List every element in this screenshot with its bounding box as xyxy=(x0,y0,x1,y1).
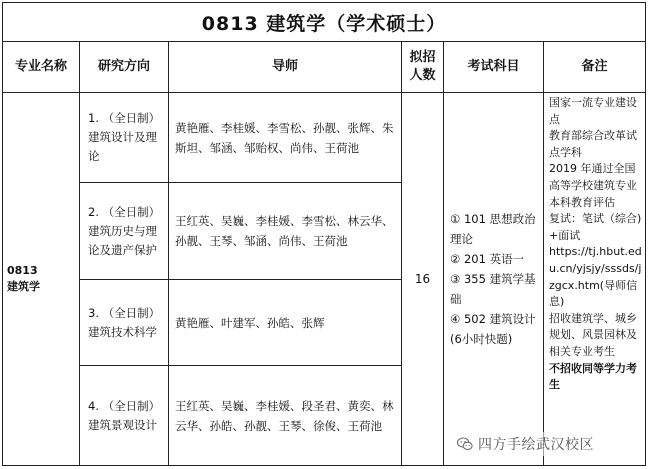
exam-item: ④ 502 建筑设计(6小时快题) xyxy=(450,312,536,346)
tutor-cell-4: 王红英、吴巍、李桂媛、段圣君、黄奕、林云华、孙皓、孙靓、王琴、徐俊、王荷池 xyxy=(169,366,402,466)
note-line-bold: 不招收同等学力考生 xyxy=(549,361,637,392)
exam-item: ② 201 英语一 xyxy=(450,252,525,266)
table-title: 0813 建筑学（学术硕士） xyxy=(3,3,646,42)
direction-cell-3: 3. （全日制）建筑技术科学 xyxy=(80,280,169,366)
program-table xyxy=(2,2,646,466)
note-line: 教育部综合改革试点学科 xyxy=(549,129,637,159)
header-exam: 考试科目 xyxy=(444,42,544,93)
note-cell xyxy=(544,93,646,466)
header-major: 专业名称 xyxy=(3,42,80,93)
quota-cell: 16 xyxy=(402,93,444,466)
direction-cell-2: 2. （全日制）建筑历史与理论及遗产保护 xyxy=(80,183,169,280)
major-name: 建筑学 xyxy=(7,280,40,293)
tutor-cell-3: 黄艳雁、叶建军、孙皓、张辉 xyxy=(169,280,402,366)
exam-item: ③ 355 建筑学基础 xyxy=(450,272,536,306)
note-line: 招收建筑学、城乡规划、风景园林及相关专业考生 xyxy=(549,311,637,358)
major-code: 0813 xyxy=(7,264,38,277)
exam-cell xyxy=(444,93,544,466)
direction-cell-1: 1. （全日制）建筑设计及理论 xyxy=(80,93,169,183)
tutor-cell-2: 王红英、吴巍、李桂媛、李雪松、林云华、孙靓、王琴、邹涵、尚伟、王荷池 xyxy=(169,183,402,280)
exam-item: ① 101 思想政治理论 xyxy=(450,212,536,246)
header-tutor: 导师 xyxy=(169,42,402,93)
direction-cell-4: 4. （全日制）建筑景观设计 xyxy=(80,366,169,466)
graduate-program-table-wrapper xyxy=(2,2,645,468)
table-row xyxy=(3,93,646,183)
note-link[interactable]: https://tj.hbut.edu.cn/yjsjy/sssds/jzgcx.htm(导师信息) xyxy=(549,245,642,309)
note-line: 2019 年通过全国高等学校建筑专业本科教育评估 xyxy=(549,162,637,209)
header-row xyxy=(3,42,646,93)
header-quota: 拟招人数 xyxy=(402,42,444,93)
note-line: 复试：笔试（综合)+面试 xyxy=(549,212,642,242)
tutor-cell-1: 黄艳雁、李桂媛、李雪松、孙靓、张辉、朱斯坦、邹涵、邹贻权、尚伟、王荷池 xyxy=(169,93,402,183)
header-direction: 研究方向 xyxy=(80,42,169,93)
header-note: 备注 xyxy=(544,42,646,93)
major-cell xyxy=(3,93,80,466)
watermark-text: 四方手绘武汉校区 xyxy=(478,437,594,453)
note-line: 国家一流专业建设点 xyxy=(549,96,637,126)
